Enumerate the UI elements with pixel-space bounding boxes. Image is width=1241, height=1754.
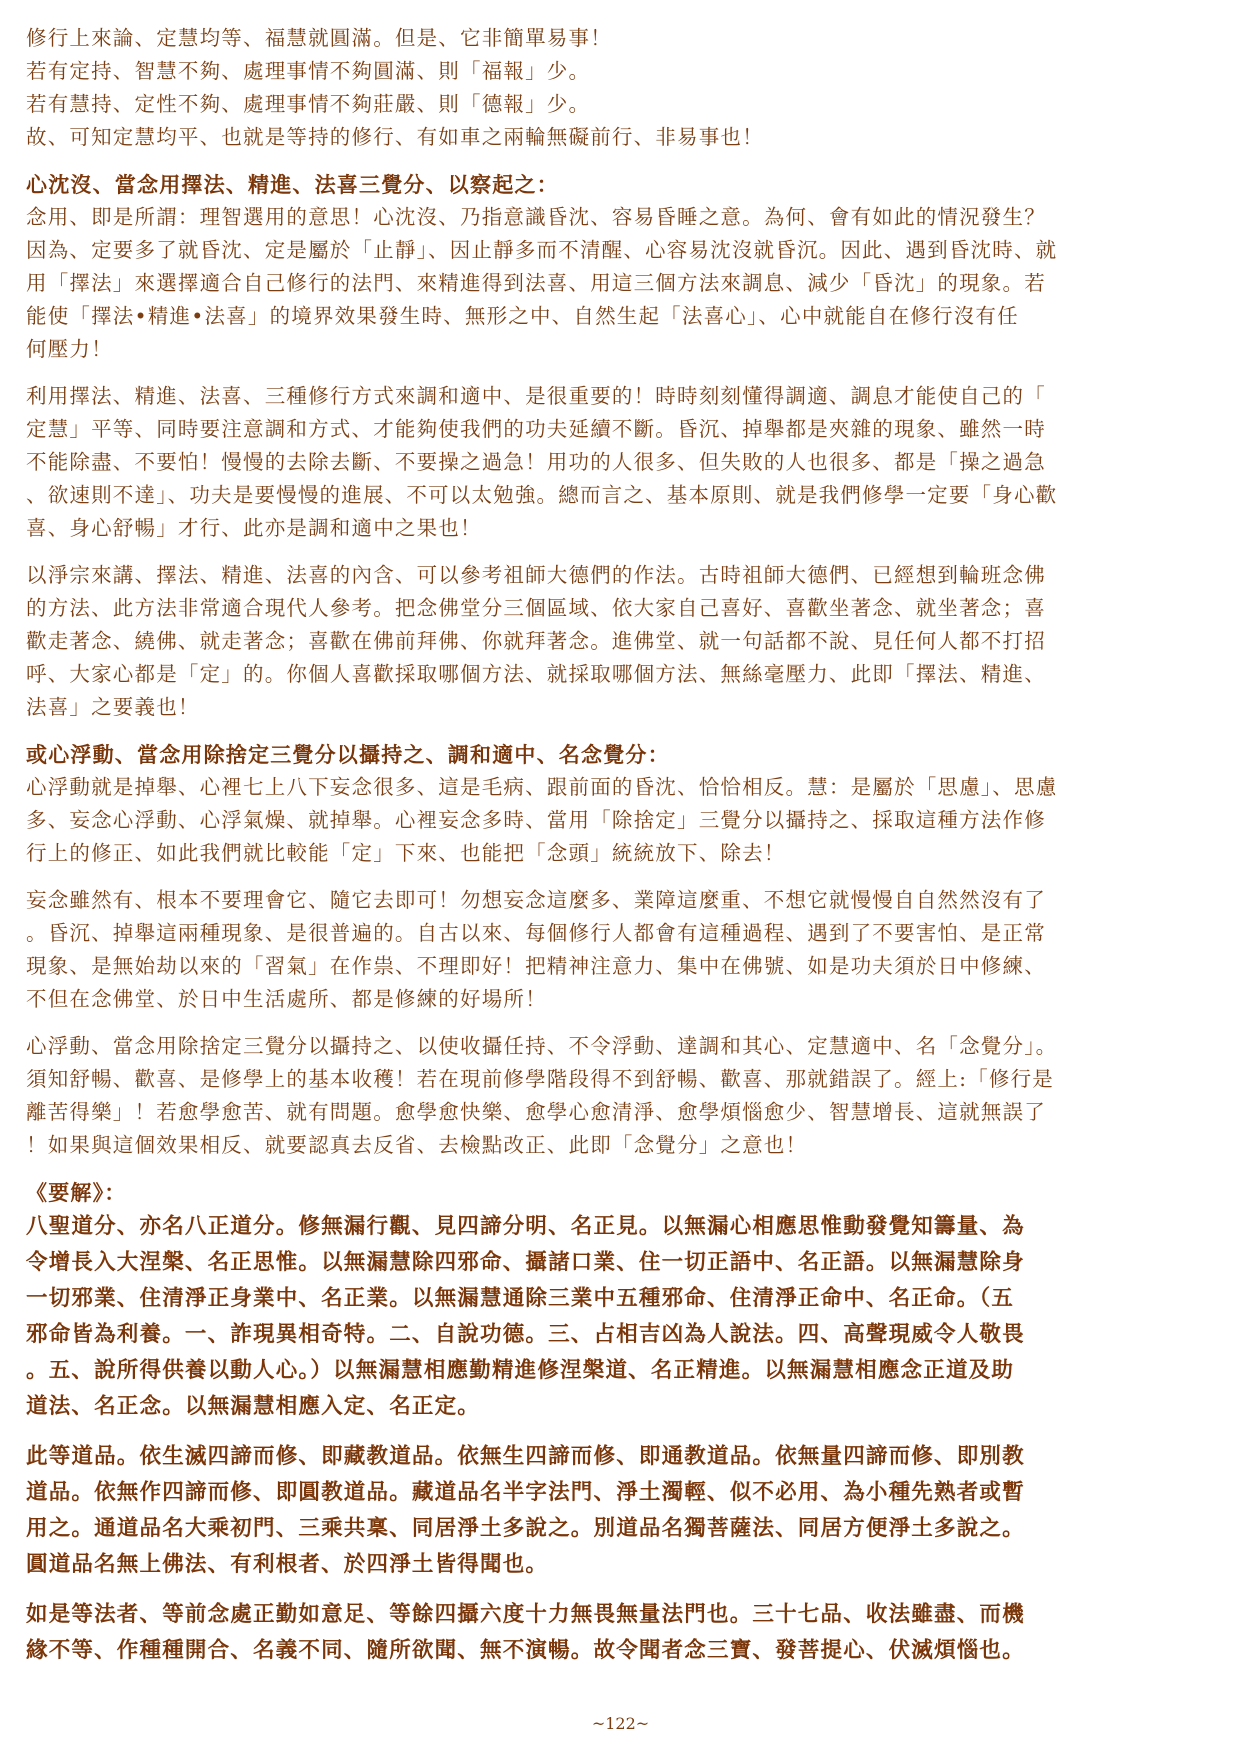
text-line: 。昏沉、掉舉這兩種現象、是很普遍的。自古以來、每個修行人都會有這種過程、遇到了不要害怕、是正常	[26, 921, 1046, 945]
text-line: 邪命皆為利養。一、詐現異相奇特。二、自說功德。三、占相吉凶為人說法。四、高聲現威令人敬畏	[26, 1322, 1025, 1347]
text-line: 以淨宗來講、擇法、精進、法喜的內含、可以參考祖師大德們的作法。古時祖師大德們、已經想到輪班念佛	[26, 563, 1046, 587]
text-line: 須知舒暢、歡喜、是修學上的基本收穫！若在現前修學階段得不到舒暢、歡喜、那就錯誤了。經上:「修行是	[26, 1067, 1055, 1091]
text-line: 利用擇法、精進、法喜、三種修行方式來調和適中、是很重要的！時時刻刻懂得調適、調息才能使自己的「	[26, 384, 1046, 408]
text-line: 圓道品名無上佛法、有利根者、於四淨土皆得聞也。	[26, 1552, 549, 1577]
document-page	[26, 22, 1216, 1683]
text-line: 不但在念佛堂、於日中生活處所、都是修練的好場所！	[26, 987, 547, 1011]
paragraph	[26, 559, 1216, 724]
text-line: 心浮動就是掉舉、心裡七上八下妄念很多、這是毛病、跟前面的昏沈、恰恰相反。慧：是屬於「思慮」、思慮	[26, 775, 1058, 799]
text-line: 令增長入大涅槃、名正思惟。以無漏慧除四邪命、攝諸口業、住一切正語中、名正語。以無漏慧除身	[26, 1250, 1025, 1275]
text-line: 歡走著念、繞佛、就走著念；喜歡在佛前拜佛、你就拜著念。進佛堂、就一句話都不說、見任何人都不打招	[26, 629, 1046, 653]
page-number: ~122~	[591, 1714, 650, 1733]
paragraph	[26, 771, 1216, 870]
text-line: 行上的修正、如此我們就比較能「定」下來、也能把「念頭」統統放下、除去！	[26, 841, 786, 865]
commentary-paragraph	[26, 1439, 1216, 1583]
text-line: 八聖道分、亦名八正道分。修無漏行觀、見四諦分明、名正見。以無漏心相應思惟動發覺知籌量、為	[26, 1214, 1025, 1239]
text-line: 一切邪業、住清淨正身業中、名正業。以無漏慧通除三業中五種邪命、住清淨正命中、名正命。（五	[26, 1286, 1015, 1311]
text-line: 多、妄念心浮動、心浮氣燥、就掉舉。心裡妄念多時、當用「除捨定」三覺分以攝持之、採取這種方法作修	[26, 808, 1046, 832]
text-line: 呼、大家心都是「定」的。你個人喜歡採取哪個方法、就採取哪個方法、無絲毫壓力、此即「擇法、精進、	[26, 662, 1046, 686]
text-line: 道品。依無作四諦而修、即圓教道品。藏道品名半字法門、淨土濁輕、似不必用、為小種先熟者或暫	[26, 1480, 1025, 1505]
text-line: 故、可知定慧均平、也就是等持的修行、有如車之兩輪無礙前行、非易事也！	[26, 125, 764, 149]
intro-paragraph	[26, 22, 1216, 154]
text-line: 念用、即是所謂：理智選用的意思！心沈沒、乃指意識昏沈、容易昏睡之意。為何、會有如此的情況發生？	[26, 205, 1046, 229]
text-line: 能使「擇法•精進•法喜」的境界效果發生時、無形之中、自然生起「法喜心」、心中就能自在修行沒有任	[26, 304, 1019, 328]
paragraph	[26, 380, 1216, 545]
paragraph	[26, 1030, 1216, 1162]
commentary-paragraph	[26, 1209, 1216, 1425]
text-line: 定慧」平等、同時要注意調和方式、才能夠使我們的功夫延續不斷。昏沉、掉舉都是夾雜的現象、雖然一時	[26, 417, 1046, 441]
text-line: 用「擇法」來選擇適合自己修行的法門、來精進得到法喜、用這三個方法來調息、減少「昏沈」的現象。若	[26, 271, 1046, 295]
text-line: 離苦得樂」！若愈學愈苦、就有問題。愈學愈快樂、愈學心愈清淨、愈學煩惱愈少、智慧增長、這就無誤了	[26, 1100, 1046, 1124]
section-heading: 心沈沒、當念用擇法、精進、法喜三覺分、以察起之：	[26, 172, 559, 197]
text-line: 用之。通道品名大乘初門、三乘共稟、同居淨土多說之。別道品名獨菩薩法、同居方便淨土多說之。	[26, 1516, 1025, 1541]
text-line: 修行上來論、定慧均等、福慧就圓滿。但是、它非簡單易事！	[26, 26, 612, 50]
text-line: 喜、身心舒暢」才行、此亦是調和適中之果也！	[26, 516, 482, 540]
text-line: 妄念雖然有、根本不要理會它、隨它去即可！勿想妄念這麼多、業障這麼重、不想它就慢慢自自然然沒有了	[26, 888, 1046, 912]
text-line: 道法、名正念。以無漏慧相應入定、名正定。	[26, 1394, 481, 1419]
text-line: 因為、定要多了就昏沈、定是屬於「止靜」、因止靜多而不清醒、心容易沈沒就昏沉。因此、遇到昏沈時、就	[26, 238, 1058, 262]
text-line: 若有定持、智慧不夠、處理事情不夠圓滿、則「福報」少。	[26, 59, 591, 83]
text-line: 、欲速則不達」、功夫是要慢慢的進展、不可以太勉強。總而言之、基本原則、就是我們修學一定要「身心歡	[26, 483, 1058, 507]
text-line: 心浮動、當念用除捨定三覺分以攝持之、以使收攝任持、不令浮動、達調和其心、定慧適中、名「念覺分」。	[26, 1034, 1058, 1058]
text-line: 的方法、此方法非常適合現代人參考。把念佛堂分三個區域、依大家自己喜好、喜歡坐著念、就坐著念；喜	[26, 596, 1046, 620]
section-heading: 《要解》：	[26, 1180, 127, 1205]
text-line: 法喜」之要義也！	[26, 695, 200, 719]
text-line: 何壓力！	[26, 337, 113, 361]
paragraph	[26, 884, 1216, 1016]
text-line: 如是等法者、等前念處正勤如意足、等餘四攝六度十力無畏無量法門也。三十七品、收法雖盡、而機	[26, 1602, 1025, 1627]
text-line: 現象、是無始劫以來的「習氣」在作祟、不理即好！把精神注意力、集中在佛號、如是功夫須於日中修練、	[26, 954, 1046, 978]
text-line: 此等道品。依生滅四諦而修、即藏教道品。依無生四諦而修、即通教道品。依無量四諦而修、即別教	[26, 1444, 1025, 1469]
text-line: ！如果與這個效果相反、就要認真去反省、去檢點改正、此即「念覺分」之意也！	[26, 1133, 808, 1157]
text-line: 若有慧持、定性不夠、處理事情不夠莊嚴、則「德報」少。	[26, 92, 591, 116]
paragraph	[26, 201, 1216, 366]
text-line: 。五、說所得供養以動人心。）以無漏慧相應勤精進修涅槃道、名正精進。以無漏慧相應念正道及助	[26, 1358, 1015, 1383]
section-heading: 或心浮動、當念用除捨定三覺分以攝持之、調和適中、名念覺分：	[26, 742, 670, 767]
text-line: 不能除盡、不要怕！慢慢的去除去斷、不要操之過急！用功的人很多、但失敗的人也很多、都是「操之過急	[26, 450, 1046, 474]
text-line: 緣不等、作種種開合、名義不同、隨所欲聞、無不演暢。故令聞者念三寶、發菩提心、伏滅煩惱也。	[26, 1638, 1025, 1663]
commentary-paragraph	[26, 1597, 1216, 1669]
